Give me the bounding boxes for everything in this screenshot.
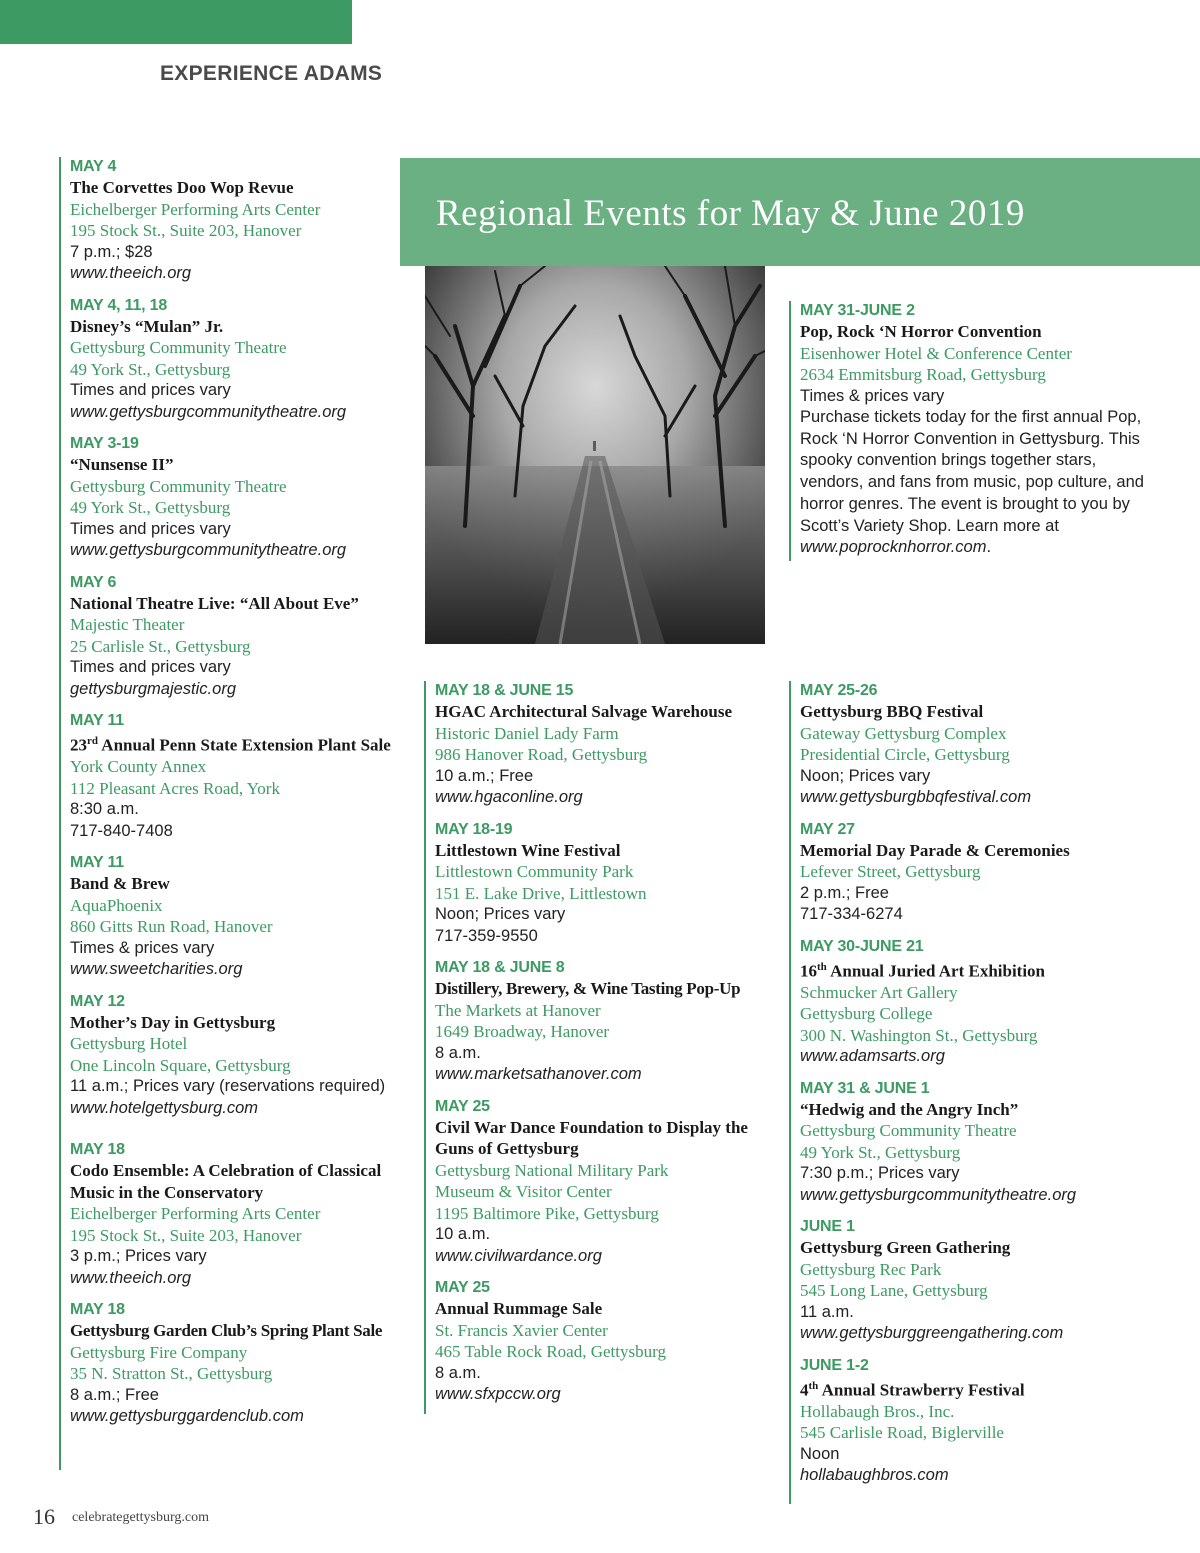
event-name: Band & Brew bbox=[70, 874, 170, 894]
event-item bbox=[800, 820, 1151, 926]
event-name: Codo Ensemble: A Celebration of Classical Music in the Conservatory bbox=[70, 1161, 382, 1202]
event-venue: Gettysburg Fire Company bbox=[70, 1342, 248, 1362]
event-date: MAY 11 bbox=[70, 854, 124, 872]
event-item bbox=[435, 1097, 774, 1268]
event-website[interactable]: www.gettysburggreengathering.com bbox=[800, 1324, 1064, 1343]
event-name-ordinal-suffix: rd bbox=[87, 735, 98, 747]
events-column-2 bbox=[424, 681, 774, 1414]
event-website[interactable]: www.theeich.org bbox=[70, 1268, 192, 1287]
event-website[interactable]: www.sfxpccw.org bbox=[435, 1385, 561, 1403]
event-website[interactable]: www.hgaconline.org bbox=[435, 788, 583, 806]
event-name: “Nunsense II” bbox=[70, 455, 174, 474]
event-name: “Hedwig and the Angry Inch” bbox=[800, 1099, 1019, 1119]
event-info: 11 a.m.; Prices vary (reservations required) bbox=[70, 1077, 386, 1096]
event-date: MAY 25 bbox=[435, 1279, 490, 1296]
event-address: 2634 Emmitsburg Road, Gettysburg bbox=[800, 365, 1046, 384]
event-name: HGAC Architectural Salvage Warehouse bbox=[435, 702, 733, 721]
event-venue: Hollabaugh Bros., Inc. bbox=[800, 1401, 955, 1421]
event-name: Civil War Dance Foundation to Display the Guns of Gettysburg bbox=[435, 1117, 748, 1158]
event-item bbox=[70, 992, 404, 1120]
event-venue: The Markets at Hanover bbox=[435, 1000, 601, 1020]
event-date: MAY 25-26 bbox=[800, 682, 878, 699]
event-name bbox=[800, 957, 1151, 982]
event-venue: Littlestown Community Park bbox=[435, 862, 634, 881]
event-item bbox=[435, 958, 774, 1086]
event-info: 8 a.m. bbox=[435, 1363, 481, 1382]
event-venue: Gettysburg Rec Park bbox=[800, 1259, 942, 1279]
event-website[interactable]: gettysburgmajestic.org bbox=[70, 679, 236, 698]
event-website[interactable]: www.marketsathanover.com bbox=[435, 1065, 642, 1083]
spacer bbox=[70, 1130, 404, 1140]
event-item bbox=[800, 1356, 1151, 1487]
event-venue: Eichelberger Performing Arts Center bbox=[70, 1204, 321, 1224]
event-name: Gettysburg Garden Club’s Spring Plant Sale bbox=[70, 1321, 383, 1341]
event-date: MAY 30-JUNE 21 bbox=[800, 937, 924, 955]
event-info: Noon bbox=[800, 1444, 840, 1463]
event-name: Gettysburg Green Gathering bbox=[800, 1238, 1011, 1258]
events-column-3 bbox=[789, 681, 1151, 1504]
event-website[interactable]: www.gettysburgcommunitytheatre.org bbox=[800, 1185, 1077, 1204]
event-item bbox=[70, 434, 404, 562]
event-name-rest: Annual Penn State Extension Plant Sale bbox=[98, 735, 391, 755]
event-phone: 717-840-7408 bbox=[70, 821, 173, 840]
event-info: 8:30 a.m. bbox=[70, 800, 139, 819]
event-address: 195 Stock St., Suite 203, Hanover bbox=[70, 1225, 302, 1245]
event-name: Memorial Day Parade & Ceremonies bbox=[800, 840, 1070, 860]
page-title: Regional Events for May & June 2019 bbox=[436, 193, 1025, 234]
event-address: 35 N. Stratton St., Gettysburg bbox=[70, 1364, 273, 1384]
event-description bbox=[800, 407, 1151, 559]
event-name-rest: Annual Strawberry Festival bbox=[818, 1380, 1025, 1400]
event-name: Mother’s Day in Gettysburg bbox=[70, 1012, 276, 1032]
event-venue: Majestic Theater bbox=[70, 615, 185, 634]
top-accent-bar bbox=[0, 0, 352, 44]
event-address: 151 E. Lake Drive, Littlestown bbox=[435, 883, 647, 903]
event-address: 195 Stock St., Suite 203, Hanover bbox=[70, 221, 302, 240]
event-date: MAY 18 & JUNE 8 bbox=[435, 959, 565, 976]
event-name: Pop, Rock ‘N Horror Convention bbox=[800, 322, 1042, 341]
event-venue: Eichelberger Performing Arts Center bbox=[70, 199, 321, 219]
event-item bbox=[800, 937, 1151, 1068]
event-website[interactable]: www.theeich.org bbox=[70, 264, 192, 282]
events-column-1 bbox=[59, 157, 404, 1470]
page-number: 16 bbox=[33, 1504, 55, 1529]
event-venue: Eisenhower Hotel & Conference Center bbox=[800, 343, 1072, 363]
event-info: 10 a.m.; Free bbox=[435, 766, 534, 785]
event-info: Noon; Prices vary bbox=[800, 766, 931, 785]
event-item bbox=[70, 853, 404, 981]
event-info: 8 a.m. bbox=[435, 1043, 481, 1062]
event-info: 3 p.m.; Prices vary bbox=[70, 1247, 207, 1266]
event-address: 300 N. Washington St., Gettysburg bbox=[800, 1025, 1038, 1045]
event-address: 1649 Broadway, Hanover bbox=[435, 1022, 610, 1041]
event-address: 545 Carlisle Road, Biglerville bbox=[800, 1423, 1004, 1443]
event-name-ordinal-suffix: th bbox=[808, 1379, 819, 1392]
event-venue-line-2: Museum & Visitor Center bbox=[435, 1182, 612, 1201]
event-name: National Theatre Live: “All About Eve” bbox=[70, 593, 359, 613]
event-venue: Schmucker Art Gallery bbox=[800, 982, 958, 1002]
event-name: Gettysburg BBQ Festival bbox=[800, 702, 984, 721]
event-website[interactable]: www.sweetcharities.org bbox=[70, 960, 243, 979]
event-name-ordinal: 4 bbox=[800, 1380, 809, 1400]
event-name: Littlestown Wine Festival bbox=[435, 840, 621, 860]
event-item bbox=[800, 301, 1151, 559]
event-website[interactable]: www.adamsarts.org bbox=[800, 1047, 945, 1066]
event-phone: 717-334-6274 bbox=[800, 905, 903, 923]
event-venue: AquaPhoenix bbox=[70, 895, 163, 915]
event-venue: Lefever Street, Gettysburg bbox=[800, 862, 981, 881]
event-item bbox=[800, 1079, 1151, 1207]
event-venue: Gettysburg National Military Park bbox=[435, 1160, 669, 1180]
event-info: Noon; Prices vary bbox=[435, 905, 566, 923]
event-date: MAY 11 bbox=[70, 712, 124, 729]
event-address: 49 York St., Gettysburg bbox=[70, 359, 231, 379]
event-name-ordinal: 16 bbox=[800, 961, 817, 981]
event-venue: Gettysburg Hotel bbox=[70, 1034, 188, 1054]
event-item bbox=[70, 573, 404, 701]
event-website[interactable]: www.civilwardance.org bbox=[435, 1246, 602, 1265]
event-website[interactable]: www.gettysburggardenclub.com bbox=[70, 1407, 304, 1426]
event-item bbox=[70, 1140, 404, 1289]
event-info: Times & prices vary bbox=[70, 938, 215, 957]
section-title: EXPERIENCE ADAMS bbox=[160, 62, 383, 85]
event-item bbox=[435, 820, 774, 948]
event-venue-line-2: Gettysburg College bbox=[800, 1004, 933, 1024]
event-date: MAY 31 & JUNE 1 bbox=[800, 1079, 930, 1097]
event-phone: 717-359-9550 bbox=[435, 926, 538, 945]
event-info: 7:30 p.m.; Prices vary bbox=[800, 1164, 960, 1183]
event-venue: Gettysburg Community Theatre bbox=[70, 476, 287, 496]
event-info: Times and prices vary bbox=[70, 381, 231, 399]
event-address: 112 Pleasant Acres Road, York bbox=[70, 778, 280, 798]
event-website[interactable]: www.gettysburgbbqfestival.com bbox=[800, 788, 1032, 806]
event-address: 860 Gitts Run Road, Hanover bbox=[70, 917, 273, 937]
event-name: Disney’s “Mulan” Jr. bbox=[70, 316, 224, 336]
event-venue: St. Francis Xavier Center bbox=[435, 1320, 608, 1340]
event-address: 545 Long Lane, Gettysburg bbox=[800, 1281, 988, 1301]
event-info: 7 p.m.; $28 bbox=[70, 242, 153, 261]
event-date: MAY 18 & JUNE 15 bbox=[435, 682, 574, 699]
event-venue: Gettysburg Community Theatre bbox=[800, 1121, 1017, 1141]
event-address: 986 Hanover Road, Gettysburg bbox=[435, 745, 648, 764]
event-name: Distillery, Brewery, & Wine Tasting Pop-Up bbox=[435, 979, 741, 998]
event-item bbox=[800, 1217, 1151, 1345]
event-date: MAY 4 bbox=[70, 158, 117, 175]
event-item bbox=[800, 681, 1151, 809]
event-website[interactable]: hollabaughbros.com bbox=[800, 1466, 949, 1485]
page-banner bbox=[400, 158, 1200, 266]
event-venue: Gettysburg Community Theatre bbox=[70, 338, 287, 357]
event-address: 25 Carlisle St., Gettysburg bbox=[70, 636, 251, 656]
event-website[interactable]: www.gettysburgcommunitytheatre.org bbox=[70, 541, 347, 559]
event-item bbox=[70, 711, 404, 842]
event-date: MAY 3-19 bbox=[70, 435, 139, 452]
event-name: The Corvettes Doo Wop Revue bbox=[70, 178, 294, 197]
event-address: 49 York St., Gettysburg bbox=[800, 1142, 961, 1162]
event-name-rest: Annual Juried Art Exhibition bbox=[826, 961, 1046, 981]
event-address: Presidential Circle, Gettysburg bbox=[800, 745, 1010, 764]
event-date: JUNE 1 bbox=[800, 1218, 855, 1236]
event-date: MAY 25 bbox=[435, 1097, 490, 1115]
event-address: 49 York St., Gettysburg bbox=[70, 498, 231, 517]
event-date: MAY 6 bbox=[70, 573, 117, 591]
event-venue: Historic Daniel Lady Farm bbox=[435, 723, 619, 743]
event-address: 465 Table Rock Road, Gettysburg bbox=[435, 1342, 666, 1361]
event-venue: Gateway Gettysburg Complex bbox=[800, 723, 1007, 743]
event-item bbox=[70, 157, 404, 285]
event-item bbox=[70, 296, 404, 424]
event-item bbox=[435, 1278, 774, 1406]
event-date: MAY 18 bbox=[70, 1301, 125, 1319]
event-date: MAY 4, 11, 18 bbox=[70, 296, 168, 314]
featured-event bbox=[789, 301, 1151, 561]
event-item bbox=[70, 1300, 404, 1428]
event-info: Times & prices vary bbox=[800, 386, 945, 405]
event-date: MAY 18-19 bbox=[435, 820, 513, 838]
event-description-end: . bbox=[986, 538, 992, 557]
event-name-ordinal-suffix: th bbox=[817, 960, 827, 973]
event-info: 2 p.m.; Free bbox=[800, 883, 889, 902]
event-info: 11 a.m. bbox=[800, 1302, 854, 1321]
event-item bbox=[435, 681, 774, 809]
event-name bbox=[70, 731, 404, 756]
event-date: JUNE 1-2 bbox=[800, 1356, 869, 1374]
footer-site-url[interactable]: celebrategettysburg.com bbox=[72, 1510, 209, 1525]
event-info: 10 a.m. bbox=[435, 1225, 491, 1243]
event-description-text: Purchase tickets today for the first annual Pop, Rock ‘N Horror Convention in Gettysburg. This spooky convention brings together stars, vendors, and fans from music, pop culture, and horror genres. The event is brought to you by Scott’s Variety Shop. Learn more at bbox=[800, 408, 1144, 535]
event-name-ordinal: 23 bbox=[70, 735, 87, 755]
event-address: 1195 Baltimore Pike, Gettysburg bbox=[435, 1203, 659, 1223]
event-name bbox=[800, 1376, 1151, 1401]
event-website[interactable]: www.gettysburgcommunitytheatre.org bbox=[70, 402, 347, 421]
event-description-link[interactable]: www.poprocknhorror.com bbox=[800, 538, 987, 557]
event-address: One Lincoln Square, Gettysburg bbox=[70, 1055, 291, 1075]
event-date: MAY 27 bbox=[800, 820, 855, 838]
event-date: MAY 18 bbox=[70, 1141, 125, 1159]
event-website[interactable]: www.hotelgettysburg.com bbox=[70, 1098, 259, 1117]
event-venue: York County Annex bbox=[70, 757, 207, 777]
event-info: Times and prices vary bbox=[70, 658, 231, 676]
event-info: 8 a.m.; Free bbox=[70, 1385, 159, 1404]
foggy-road-photo bbox=[425, 266, 765, 644]
event-date: MAY 12 bbox=[70, 992, 125, 1010]
event-name: Annual Rummage Sale bbox=[435, 1299, 603, 1318]
event-date: MAY 31-JUNE 2 bbox=[800, 302, 915, 319]
event-info: Times and prices vary bbox=[70, 519, 231, 538]
